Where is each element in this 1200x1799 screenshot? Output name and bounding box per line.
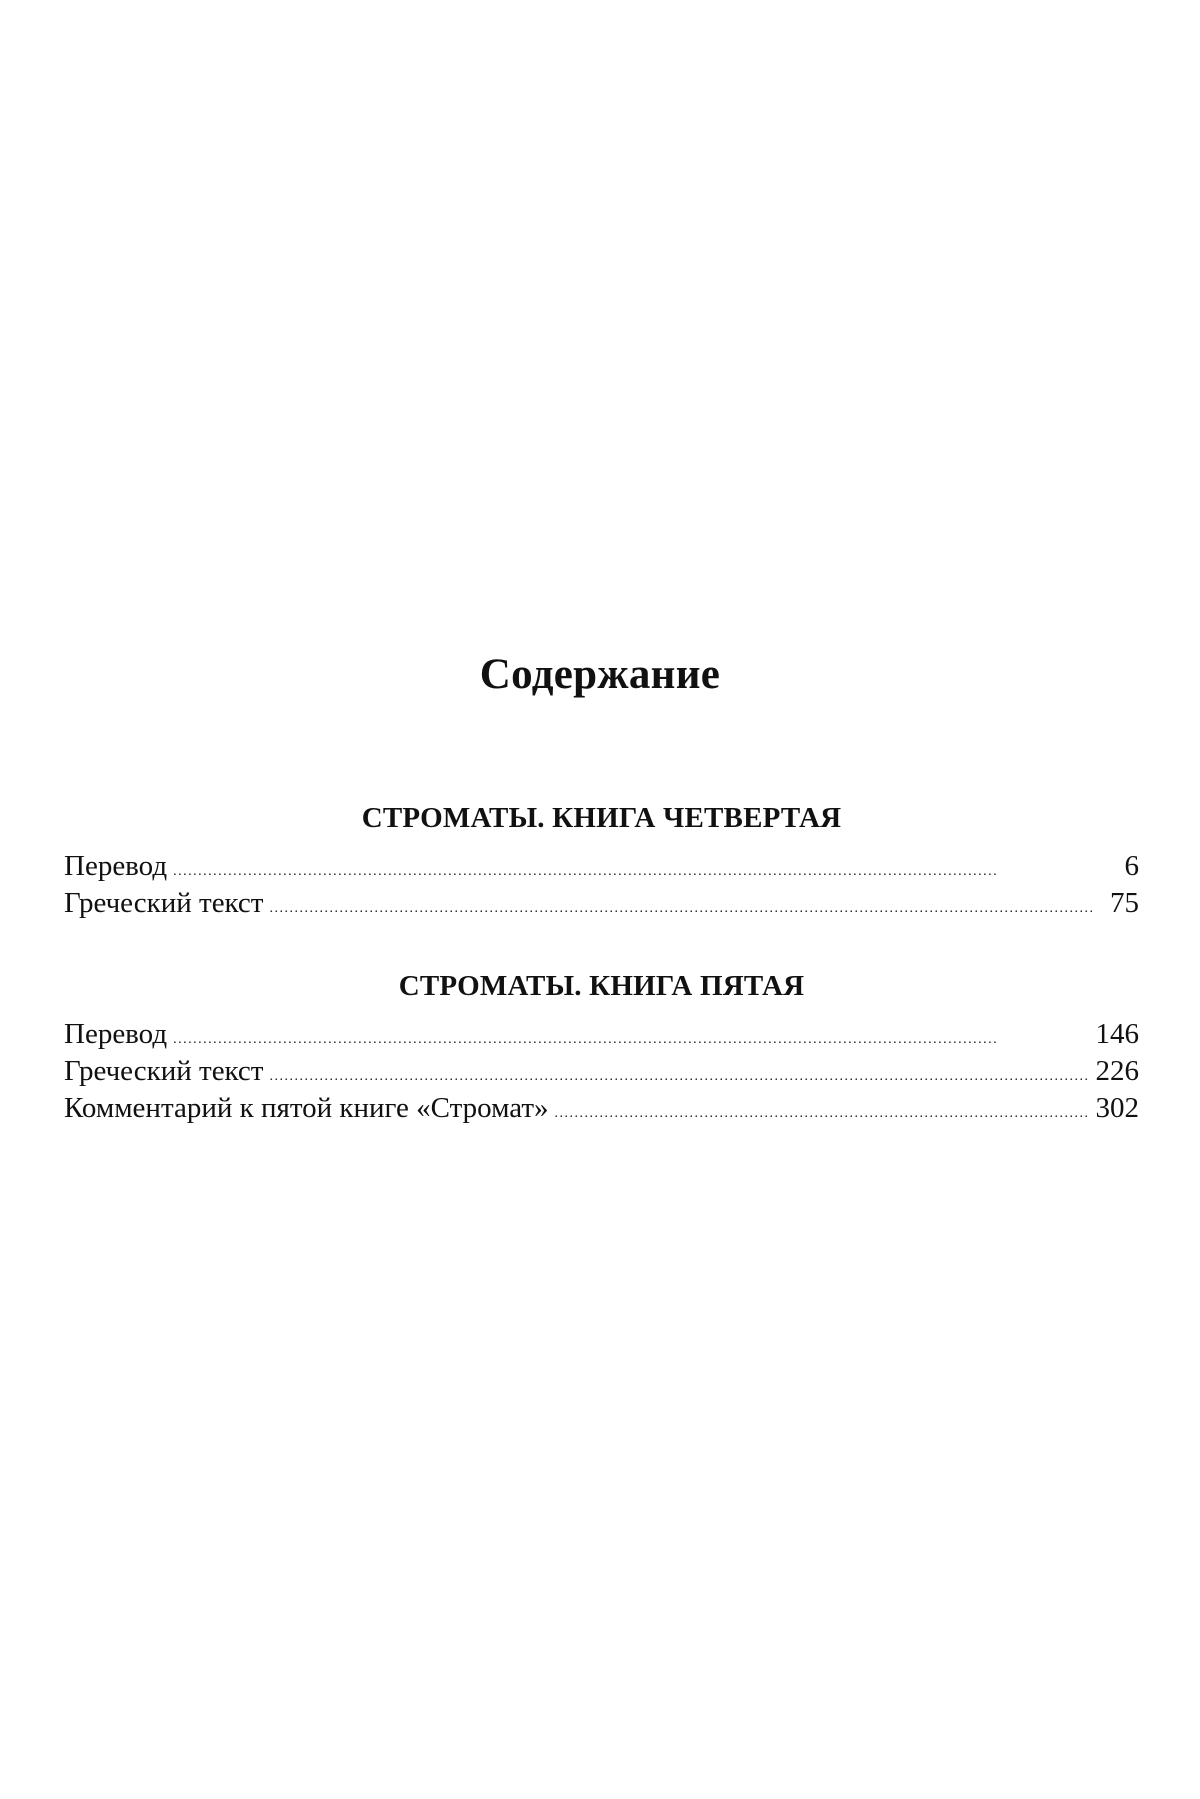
toc-entry-page-number: 75 (1110, 887, 1139, 919)
section-heading: СТРОМАТЫ. КНИГА ПЯТАЯ (398, 970, 805, 1002)
dot-leader (173, 1016, 1089, 1053)
toc-section-book-five (64, 968, 1139, 1127)
toc-entry-list (64, 848, 1139, 922)
toc-entry-label: Перевод (64, 850, 168, 882)
toc-entry-label: Греческий текст (64, 887, 264, 919)
toc-entry-label: Греческий текст (64, 1055, 264, 1087)
toc-entry[interactable] (64, 1016, 1139, 1053)
toc-entry-page-number: 302 (1095, 1092, 1139, 1124)
toc-entry[interactable] (64, 1053, 1139, 1090)
toc-entry-label: Комментарий к пятой книге «Стромат» (64, 1092, 549, 1124)
page-title: Содержание (479, 651, 721, 698)
toc-entry-page-number: 6 (1124, 850, 1139, 882)
toc-entry-list (64, 1016, 1139, 1127)
dot-leader (269, 885, 1104, 922)
toc-entry-page-number: 146 (1095, 1018, 1139, 1050)
toc-entry[interactable] (64, 1090, 1139, 1127)
toc-section-book-four (64, 800, 1139, 922)
toc-entry-label: Перевод (64, 1018, 168, 1050)
dot-leader (555, 1090, 1090, 1127)
toc-entry[interactable] (64, 885, 1139, 922)
toc-entry[interactable] (64, 848, 1139, 885)
toc-entry-page-number: 226 (1095, 1055, 1139, 1087)
section-heading: СТРОМАТЫ. КНИГА ЧЕТВЕРТАЯ (361, 802, 842, 834)
dot-leader (269, 1053, 1089, 1090)
dot-leader (173, 848, 1118, 885)
